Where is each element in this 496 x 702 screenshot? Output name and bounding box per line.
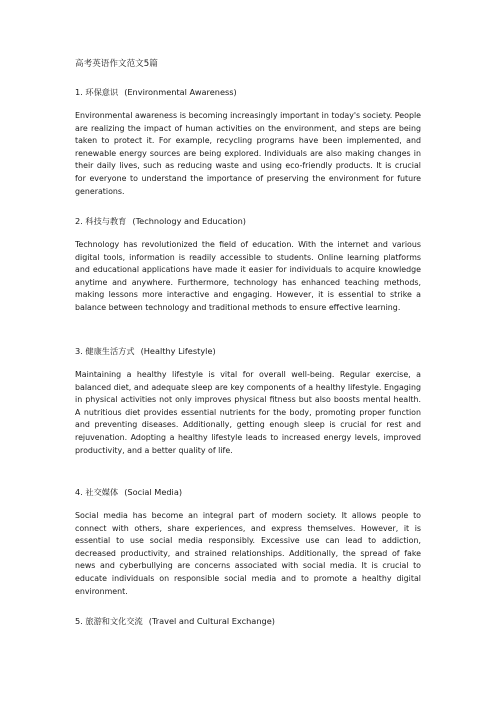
section-number: 5. (75, 616, 83, 626)
document-title: 高考英语作文范文5篇 (75, 59, 158, 69)
section-heading-en: (Environmental Awareness) (124, 87, 237, 97)
section-number: 1. (75, 87, 83, 97)
section-number: 2. (75, 216, 83, 226)
section-heading-travel-cultural-exchange (75, 616, 275, 627)
section-heading-technology-education (75, 216, 246, 227)
section-number: 3. (75, 346, 83, 356)
section-heading-zh: 健康生活方式 (85, 346, 135, 356)
section-heading-en: (Technology and Education) (132, 216, 246, 226)
section-heading-en: (Social Media) (124, 487, 183, 497)
section-body-technology-education: Technology has revolutionized the field of education. With the internet and various digital tools, information is readily accessible to students. Online learning platforms and educational applications have made it easier for individuals to acquire knowledge anytime and anywhere. Furthermore, technology has enhanced teaching methods, making lessons more interactive and engaging. However, it is essential to strike a balance between technology and traditional methods to ensure effective learning. (75, 240, 421, 312)
section-number: 4. (75, 487, 83, 497)
section-body-environmental-awareness: Environmental awareness is becoming increasingly important in today's society. People are realizing the impact of human activities on the environment, and steps are being taken to protect it. For example, recycling programs have been implemented, and renewable energy sources are being explored. Individuals are also making changes in their daily lives, such as reducing waste and using eco-friendly products. It is crucial for everyone to understand the importance of preserving the environment for future generations. (75, 111, 421, 196)
section-body-social-media: Social media has become an integral part of modern society. It allows people to connect with others, share experiences, and express themselves. However, it is essential to use social media responsibly. Excessive use can lead to addiction, decreased productivity, and strained relationships. Additionally, the spread of fake news and cyberbullying are concerns associated with social media. It is crucial to educate individuals on responsible social media and to promote a healthy digital environment. (75, 511, 421, 596)
section-heading-zh: 科技与教育 (85, 216, 127, 226)
section-heading-en: (Travel and Cultural Exchange) (148, 616, 275, 626)
section-heading-zh: 社交媒体 (85, 487, 119, 497)
section-heading-environmental-awareness (75, 87, 237, 98)
section-heading-zh: 旅游和文化交流 (85, 616, 143, 626)
section-body-healthy-lifestyle: Maintaining a healthy lifestyle is vital for overall well-being. Regular exercise, a balanced diet, and adequate sleep are key components of a healthy lifestyle. Engaging in physical activities not only improves physical fitness but also boosts mental health. A nutritious diet provides essential nutrients for the body, promoting proper function and preventing diseases. Additionally, getting enough sleep is crucial for rest and rejuvenation. Adopting a healthy lifestyle leads to increased energy levels, improved productivity, and a better quality of life. (75, 370, 421, 455)
section-heading-zh: 环保意识 (85, 87, 119, 97)
section-heading-social-media (75, 487, 182, 498)
section-heading-en: (Healthy Lifestyle) (140, 346, 216, 356)
section-heading-healthy-lifestyle (75, 346, 216, 357)
